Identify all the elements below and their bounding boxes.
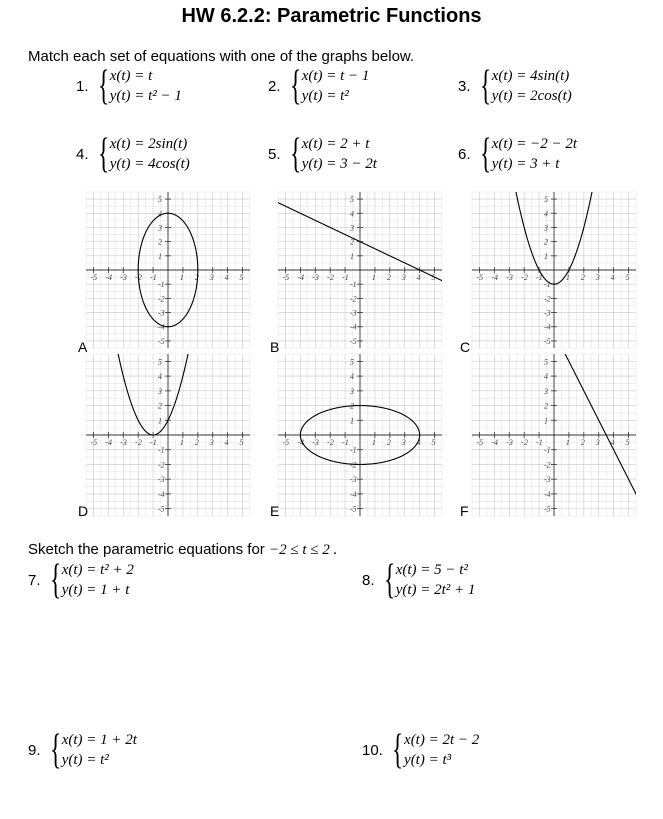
problem-10 xyxy=(362,727,480,773)
x-tick-label: -1 xyxy=(536,273,543,282)
x-tick-label: -2 xyxy=(521,273,528,282)
brace-icon: { xyxy=(49,727,61,773)
graph-f xyxy=(470,352,638,518)
y-tick-label: -1 xyxy=(544,280,551,290)
y-tick-label: 1 xyxy=(158,251,162,261)
y-tick-label: 1 xyxy=(350,251,354,261)
graph-label-f: F xyxy=(460,503,469,519)
y-tick-label: -2 xyxy=(544,460,551,470)
x-tick-label: -2 xyxy=(327,438,334,447)
x-tick-label: 1 xyxy=(179,273,184,282)
brace-icon: { xyxy=(49,557,61,603)
problem-number: 3. xyxy=(458,77,471,95)
x-tick-label: -3 xyxy=(506,273,513,282)
y-tick-label: 1 xyxy=(350,416,354,426)
y-tick-label: 3 xyxy=(544,386,548,396)
problem-1 xyxy=(76,63,182,109)
y-tick-label: -3 xyxy=(158,475,165,485)
y-tick-label: -5 xyxy=(158,336,165,346)
problem-9 xyxy=(28,727,137,773)
x-equation: x(t) = t² + 2 xyxy=(61,562,134,578)
x-equation: x(t) = 4sin(t) xyxy=(491,68,570,84)
brace-icon: { xyxy=(391,727,404,773)
x-tick-label: -2 xyxy=(327,273,334,282)
y-tick-label: 2 xyxy=(544,401,548,411)
y-tick-label: 3 xyxy=(544,223,548,233)
x-tick-label: 5 xyxy=(239,273,244,282)
y-tick-label: -2 xyxy=(350,294,357,304)
y-tick-label: -4 xyxy=(544,489,551,499)
x-equation: x(t) = 2t − 2 xyxy=(404,732,480,748)
y-tick-label: 2 xyxy=(350,401,354,411)
y-tick-label: -1 xyxy=(350,445,357,455)
x-tick-label: 1 xyxy=(179,438,184,447)
y-tick-label: -4 xyxy=(158,322,165,332)
graph-d xyxy=(84,352,252,518)
x-tick-label: -2 xyxy=(135,273,142,282)
x-equation: x(t) = t xyxy=(109,68,153,84)
sketch-instructions xyxy=(28,541,337,559)
x-tick-label: 2 xyxy=(194,273,199,282)
graph-label-e: E xyxy=(270,503,280,519)
problem-number: 6. xyxy=(458,145,471,163)
problem-8 xyxy=(362,557,476,603)
graph-label-c: C xyxy=(460,339,471,355)
y-tick-label: -3 xyxy=(158,308,165,318)
x-tick-label: -4 xyxy=(491,273,499,282)
x-tick-label: 4 xyxy=(416,438,421,447)
x-tick-label: -1 xyxy=(150,438,157,447)
y-tick-label: -1 xyxy=(158,280,165,290)
graph-label-d: D xyxy=(78,503,89,519)
x-tick-label: -5 xyxy=(282,273,290,282)
problem-5 xyxy=(268,131,377,177)
y-tick-label: 1 xyxy=(544,416,548,426)
y-equation: y(t) = 2cos(t) xyxy=(491,88,572,104)
x-tick-label: 4 xyxy=(610,438,615,447)
y-tick-label: -3 xyxy=(350,308,357,318)
x-tick-label: 5 xyxy=(239,438,244,447)
y-tick-label: 3 xyxy=(158,223,162,233)
y-equation: y(t) = t³ xyxy=(404,752,452,768)
y-tick-label: 3 xyxy=(350,223,354,233)
graph-label-a: A xyxy=(78,339,88,355)
y-tick-label: 2 xyxy=(158,401,162,411)
x-tick-label: 3 xyxy=(209,438,214,447)
instructions: Match each set of equations with one of the graphs below. xyxy=(28,48,415,65)
x-tick-label: -5 xyxy=(282,438,290,447)
y-tick-label: 4 xyxy=(544,209,548,219)
y-tick-label: 3 xyxy=(350,386,354,396)
x-tick-label: -4 xyxy=(297,273,305,282)
x-tick-label: -5 xyxy=(476,273,484,282)
y-tick-label: -2 xyxy=(544,294,551,304)
y-tick-label: 1 xyxy=(544,251,548,261)
y-tick-label: 4 xyxy=(544,372,548,382)
x-tick-label: 5 xyxy=(625,273,630,282)
x-tick-label: 2 xyxy=(386,273,391,282)
y-tick-label: -1 xyxy=(158,445,165,455)
y-tick-label: -4 xyxy=(350,322,357,332)
y-tick-label: -4 xyxy=(158,489,165,499)
problem-2 xyxy=(268,63,370,109)
y-tick-label: -1 xyxy=(350,280,357,290)
problem-6 xyxy=(458,131,578,177)
x-tick-label: 5 xyxy=(625,438,630,447)
x-tick-label: 2 xyxy=(580,438,585,447)
graph-label-b: B xyxy=(270,339,280,355)
x-tick-label: 2 xyxy=(580,273,585,282)
x-tick-label: 5 xyxy=(431,273,436,282)
y-tick-label: -5 xyxy=(158,504,165,514)
x-tick-label: -3 xyxy=(312,273,319,282)
y-tick-label: 5 xyxy=(158,195,162,205)
y-tick-label: 5 xyxy=(544,357,548,367)
x-tick-label: -4 xyxy=(105,273,113,282)
x-tick-label: 4 xyxy=(224,273,229,282)
problem-4 xyxy=(76,131,190,177)
x-equation: x(t) = 5 − t² xyxy=(395,562,468,578)
graph-e xyxy=(276,352,444,518)
y-tick-label: 2 xyxy=(158,237,162,247)
y-tick-label: -2 xyxy=(158,460,165,470)
y-tick-label: 4 xyxy=(350,372,354,382)
x-tick-label: 4 xyxy=(224,438,229,447)
y-tick-label: 5 xyxy=(350,195,354,205)
x-tick-label: -1 xyxy=(342,438,349,447)
x-equation: x(t) = 2 + t xyxy=(301,136,370,152)
x-tick-label: -1 xyxy=(150,273,157,282)
problem-number: 8. xyxy=(362,571,375,589)
x-tick-label: -4 xyxy=(491,438,499,447)
problem-number: 7. xyxy=(28,571,41,589)
x-tick-label: 3 xyxy=(595,438,600,447)
y-tick-label: -4 xyxy=(350,489,357,499)
y-equation: y(t) = t² xyxy=(61,752,109,768)
x-equation: x(t) = t − 1 xyxy=(301,68,370,84)
x-tick-label: 3 xyxy=(401,273,406,282)
y-tick-label: -2 xyxy=(350,460,357,470)
y-tick-label: 5 xyxy=(158,357,162,367)
brace-icon: { xyxy=(479,63,491,109)
problem-number: 4. xyxy=(76,145,89,163)
y-tick-label: 1 xyxy=(158,416,162,426)
brace-icon: { xyxy=(97,131,109,177)
problem-number: 9. xyxy=(28,741,41,759)
x-equation: x(t) = −2 − 2t xyxy=(491,136,578,152)
graph-b xyxy=(276,190,444,350)
brace-icon: { xyxy=(383,557,395,603)
x-tick-label: 3 xyxy=(401,438,406,447)
y-equation: y(t) = t² xyxy=(301,88,349,104)
x-tick-label: 2 xyxy=(386,438,391,447)
problem-3 xyxy=(458,63,572,109)
page-title: HW 6.2.2: Parametric Functions xyxy=(181,5,482,27)
y-tick-label: -1 xyxy=(544,445,551,455)
x-tick-label: 1 xyxy=(565,273,570,282)
x-tick-label: -5 xyxy=(476,438,484,447)
x-tick-label: 1 xyxy=(565,438,570,447)
x-tick-label: -3 xyxy=(506,438,513,447)
y-equation: y(t) = 4cos(t) xyxy=(109,156,190,172)
graph-a xyxy=(84,190,252,350)
y-equation: y(t) = t² − 1 xyxy=(109,88,182,104)
problem-number: 1. xyxy=(76,77,89,95)
y-equation: y(t) = 1 + t xyxy=(61,582,130,598)
y-tick-label: -3 xyxy=(544,475,551,485)
y-tick-label: 4 xyxy=(158,209,162,219)
t-range: −2 ≤ t ≤ 2 . xyxy=(268,542,338,558)
brace-icon: { xyxy=(97,63,109,109)
x-tick-label: 3 xyxy=(209,273,214,282)
x-tick-label: -3 xyxy=(312,438,319,447)
x-equation: x(t) = 2sin(t) xyxy=(109,136,188,152)
x-tick-label: -1 xyxy=(536,438,543,447)
x-tick-label: 2 xyxy=(194,438,199,447)
x-tick-label: -1 xyxy=(342,273,349,282)
y-equation: y(t) = 3 − 2t xyxy=(301,156,377,172)
x-tick-label: -2 xyxy=(521,438,528,447)
y-tick-label: -5 xyxy=(350,336,357,346)
x-tick-label: 4 xyxy=(416,273,421,282)
y-tick-label: -3 xyxy=(544,308,551,318)
x-tick-label: -5 xyxy=(90,438,98,447)
problem-number: 2. xyxy=(268,77,281,95)
x-equation: x(t) = 1 + 2t xyxy=(61,732,137,748)
x-tick-label: 4 xyxy=(610,273,615,282)
problem-number: 10. xyxy=(362,741,383,759)
x-tick-label: -4 xyxy=(297,438,305,447)
y-tick-label: 5 xyxy=(350,357,354,367)
problem-7 xyxy=(28,557,134,603)
brace-icon: { xyxy=(479,131,491,177)
y-tick-label: 4 xyxy=(350,209,354,219)
y-tick-label: -5 xyxy=(544,504,551,514)
x-tick-label: -2 xyxy=(135,438,142,447)
problem-number: 5. xyxy=(268,145,281,163)
x-tick-label: -4 xyxy=(105,438,113,447)
y-tick-label: -4 xyxy=(544,322,551,332)
y-tick-label: 2 xyxy=(544,237,548,247)
y-tick-label: 4 xyxy=(158,372,162,382)
y-tick-label: -3 xyxy=(350,475,357,485)
brace-icon: { xyxy=(289,63,301,109)
graph-c xyxy=(470,190,638,350)
y-tick-label: -5 xyxy=(544,336,551,346)
y-equation: y(t) = 2t² + 1 xyxy=(395,582,476,598)
y-tick-label: -2 xyxy=(158,294,165,304)
x-tick-label: 5 xyxy=(431,438,436,447)
y-tick-label: 2 xyxy=(350,237,354,247)
y-tick-label: 5 xyxy=(544,195,548,205)
x-tick-label: -3 xyxy=(120,273,127,282)
y-tick-label: 3 xyxy=(158,386,162,396)
brace-icon: { xyxy=(289,131,301,177)
y-tick-label: -5 xyxy=(350,504,357,514)
y-equation: y(t) = 3 + t xyxy=(491,156,560,172)
x-tick-label: 3 xyxy=(595,273,600,282)
x-tick-label: -3 xyxy=(120,438,127,447)
x-tick-label: 1 xyxy=(371,273,376,282)
sketch-text: Sketch the parametric equations for xyxy=(28,541,265,558)
x-tick-label: 1 xyxy=(371,438,376,447)
x-tick-label: -5 xyxy=(90,273,98,282)
